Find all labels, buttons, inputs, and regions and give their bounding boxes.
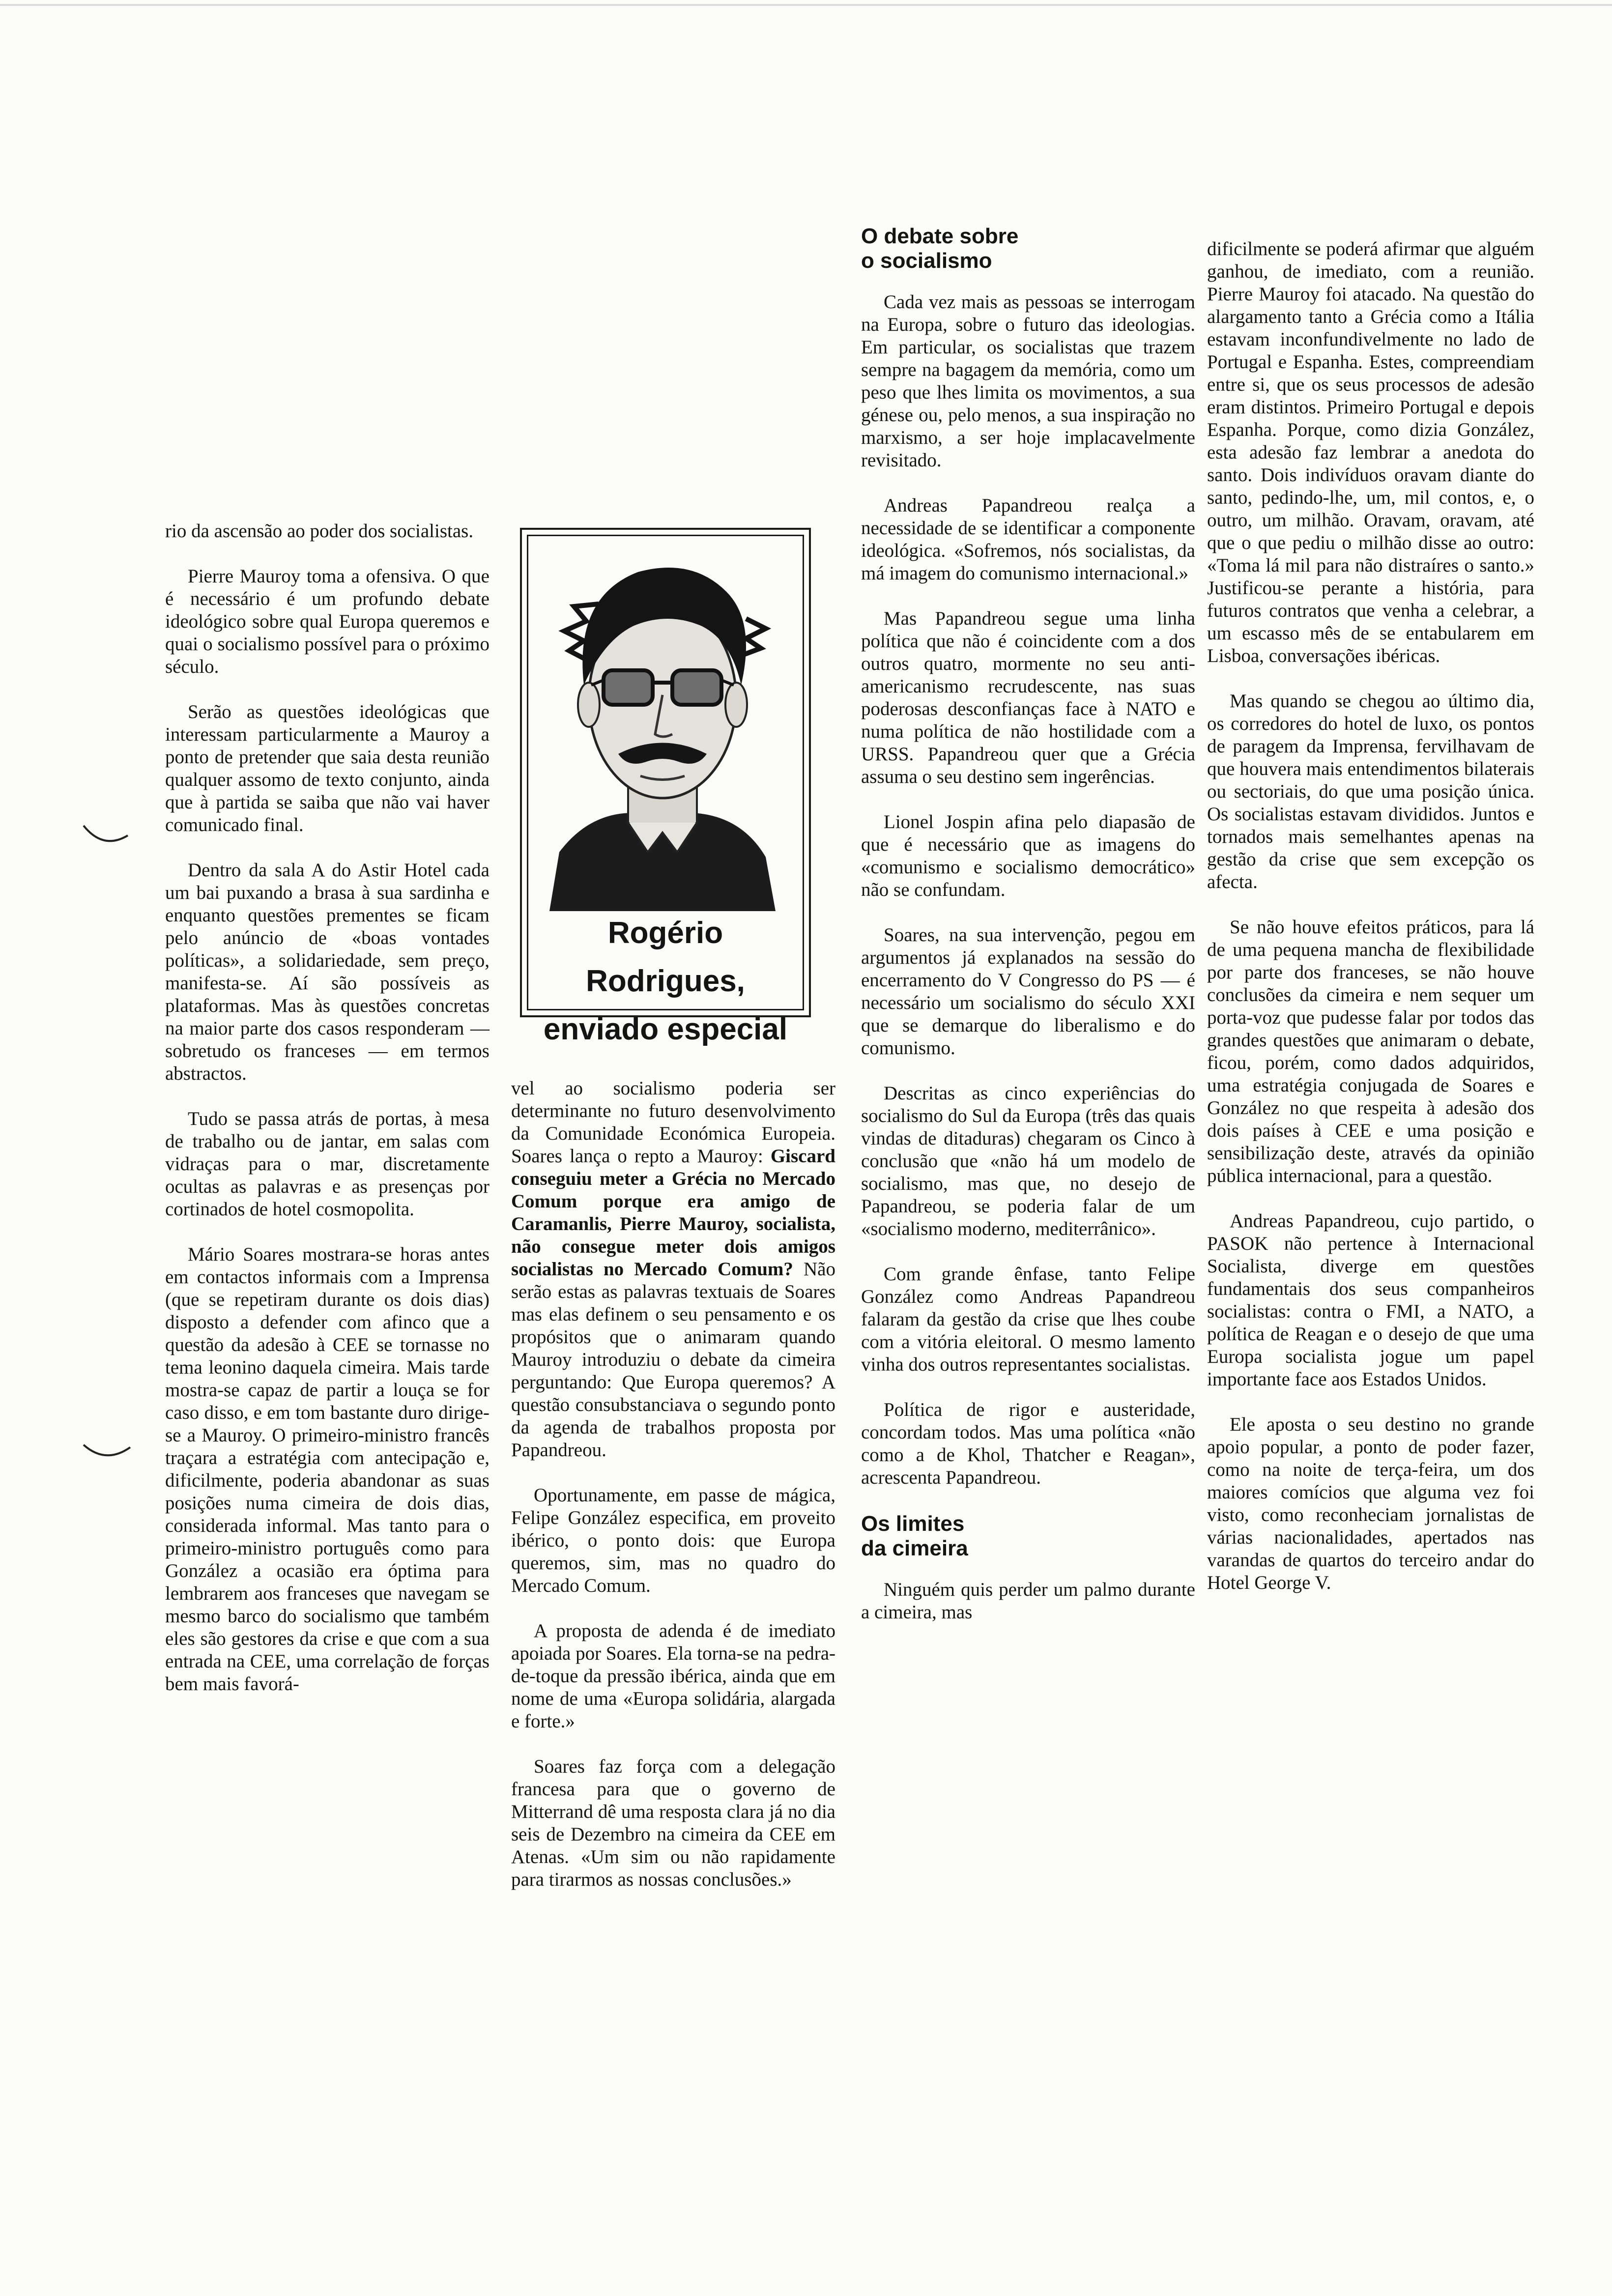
paragraph: Cada vez mais as pessoas se interrogam na Europa, sobre o futuro das ideologias. Em particular, os socialistas que trazem sempre na bagagem da memória, como um peso que lhes limita os movimentos, a sua génese ou, pelo menos, a sua inspiração no marxismo, a ser hoje implacavelmente revisitado. [861, 291, 1195, 471]
paragraph: Pierre Mauroy toma a ofensiva. O que é necessário é um profundo debate ideológico sobre qual Europa queremos e quai o socialismo possível para o próximo século. [165, 566, 489, 677]
paragraph: Lionel Jospin afina pelo diapasão de que é necessário que as imagens do «comunismo e socialismo democrático» não se confundam. [861, 811, 1195, 900]
paragraph: Dentro da sala A do Astir Hotel cada um bai puxando a brasa à sua sardinha e enquanto questões prementes se ficam pelo anúncio de «boas vontades políticas», a solidariedade, sem preço, manifesta-se. Aí são possíveis as plataformas. Mas às questões concretas na maior parte dos casos responderam — sobretudo os franceses — em termos abstractos. [165, 860, 489, 1084]
heading-line: Os limites [861, 1512, 965, 1536]
paragraph: Tudo se passa atrás de portas, à mesa de trabalho ou de jantar, em salas com vidraças para o mar, discretamente ocultas as palavras e as presenças por cortinados de hotel cosmopolita. [165, 1108, 489, 1220]
heading-line: O debate sobre [861, 224, 1019, 248]
paragraph: Descritas as cinco experiências do socialismo do Sul da Europa (três das quais vindas de ditaduras) chegaram os Cinco à conclusão que «não há um modelo de socialismo, mas que, no desejo de Papandreou, se poderia falar de um «socialismo moderno, mediterrânico». [861, 1083, 1195, 1239]
byline-box [520, 528, 811, 1046]
paragraph: Ele aposta o seu destino no grande apoio popular, a ponto de poder fazer, como na noite de terça-feira, um dos maiores comícios que alguma vez foi visto, como reconheciam jornalistas de várias nacionalidades, apertados nas varandas de quartos do terceiro andar do Hotel George V. [1207, 1414, 1534, 1593]
paragraph: Oportunamente, em passe de mágica, Felipe González especifica, em proveito ibérico, o ponto dois: que Europa queremos, sim, mas no quadro do Mercado Comum. [511, 1485, 835, 1596]
byline [530, 909, 801, 1054]
section-heading [861, 224, 1195, 273]
section-heading [861, 1512, 1195, 1561]
paragraph: dificilmente se poderá afirmar que alguém ganhou, de imediato, com a reunião. Pierre Mauroy foi atacado. Na questão do alargamento tanto a Grécia como a Itália estavam inconfundivelmente no lado de Portugal e Espanha. Estes, compreendiam entre si, que os seus processos de adesão eram distintos. Primeiro Portugal e depois Espanha. Porque, como dizia González, esta adesão faz lembrar a anedota do santo. Dois indivíduos oravam diante do santo, pedindo-lhe, um, mil contos, e, o outro, um milhão. Oravam, oravam, até que o que pediu o milhão disse ao outro: «Toma lá mil para não distraíres o santo.» Justificou-se perante a história, para futuros contratos que venha a celebrar, a um escasso mês de se entabularem em Lisboa, conversações ibéricas. [1207, 238, 1534, 666]
paragraph [511, 1077, 835, 1462]
scan-mark-icon [79, 1435, 138, 1474]
top-rule [0, 4, 1612, 6]
paragraph: Ninguém quis perder um palmo durante a cimeira, mas [861, 1579, 1195, 1623]
heading-line: da cimeira [861, 1536, 968, 1560]
heading-line: o socialismo [861, 249, 992, 273]
author-portrait-image [530, 538, 795, 911]
paragraph: Mário Soares mostrara-se horas antes em contactos informais com a Imprensa (que se repetiram durante os dois dias) disposto a defender com afinco que a questão da adesão à CEE se tornasse no tema leonino daquela cimeira. Mais tarde mostra-se capaz de partir a louça se for caso disso, e em tom bastante duro dirige-se a Mauroy. O primeiro-ministro francês traçara a estratégia com antecipação e, dificilmente, poderia abandonar as suas posições numa cimeira de dois dias, considerada informal. Mas tanto para o primeiro-ministro português como para González a ocasião era óptima para lembrarem aos franceses que navegam se mesmo barco do socialismo que também eles são gestores da crise e que com a sua entrada na CEE, uma correlação de forças bem mais favorá- [165, 1244, 489, 1694]
paragraph: Se não houve efeitos práticos, para lá de uma pequena mancha de flexibilidade por parte dos franceses, se não houve conclusões da cimeira e nem sequer um porta-voz que pudesse falar por todos das grandes questões que animaram o debate, ficou, porém, como dados adquiridos, uma estratégia conjugada de Soares e González no que respeita à adesão dos dois países à CEE e uma posição e sensibilização deste, através da opinião pública internacional, para a questão. [1207, 917, 1534, 1186]
bold-quote: Giscard conseguiu meter a Grécia no Mercado Comum porque era amigo de Caramanlis, Pierre Mauroy, socialista, não consegue meter dois amigos socialistas no Mercado Comum? [511, 1146, 835, 1280]
paragraph: Soares, na sua intervenção, pegou em argumentos já explanados na sessão do encerramento do V Congresso do PS — é necessário um socialismo do século XXI que se demarque do liberalismo e do comunismo. [861, 924, 1195, 1059]
column-4 [1207, 238, 1534, 1617]
paragraph: Andreas Papandreou, cujo partido, o PASOK não pertence à Internacional Socialista, diverge em questões fundamentais dos seus companheiros socialistas: contra o FMI, a NATO, a política de Reagan e o desejo de que uma Europa socialista jogue um papel importante face aos Estados Unidos. [1207, 1210, 1534, 1390]
paragraph: Andreas Papandreou realça a necessidade de se identificar a componente ideológica. «Sofremos, nós socialistas, da má imagem do comunismo internacional.» [861, 495, 1195, 584]
paragraph-text: Não serão estas as palavras textuais de Soares mas elas definem o seu pensamento e os propósitos que o animaram quando Mauroy introduziu o debate da cimeira perguntando: Que Europa queremos? A questão consubstanciava o segundo ponto da agenda de trabalhos proposta por Papandreou. [511, 1259, 835, 1461]
paragraph: A proposta de adenda é de imediato apoiada por Soares. Ela torna-se na pedra-de-toque da pressão ibérica, ainda que em nome de uma «Europa solidária, alargada e forte.» [511, 1620, 835, 1732]
paragraph-text: vel ao socialismo poderia ser determinante no futuro desenvolvimento da Comunidade Económica Europeia. Soares lança o repto a Mauroy: [511, 1078, 835, 1167]
paragraph: Soares faz força com a delegação francesa para que o governo de Mitterrand dê uma resposta clara já no dia seis de Dezembro na cimeira da CEE em Atenas. «Um sim ou não rapidamente para tirarmos as nossas conclusões.» [511, 1756, 835, 1890]
paragraph: Mas quando se chegou ao último dia, os corredores do hotel de luxo, os pontos de paragem da Imprensa, fervilhavam de que houvera mais entendimentos bilaterais ou sectoriais, do que uma posição única. Os socialistas estavam divididos. Juntos e tornados mais semelhantes apenas na gestão da crise que sem excepção os afecta. [1207, 690, 1534, 892]
paragraph: Com grande ênfase, tanto Felipe González como Andreas Papandreou falaram da gestão da crise que lhes coube com a vitória eleitoral. O mesmo lamento vinha dos outros representantes socialistas. [861, 1263, 1195, 1375]
paragraph: Mas Papandreou segue uma linha política que não é coincidente com a dos outros quatro, mormente no seu anti-americanismo recrudescente, nas suas poderosas desconfianças face à NATO e numa política de não hostilidade com a URSS. Papandreou quer que a Grécia assuma o seu destino sem ingerências. [861, 608, 1195, 787]
paragraph: rio da ascensão ao poder dos socialistas. [165, 520, 474, 542]
column-2 [511, 1077, 835, 1914]
column-3 [861, 224, 1195, 1646]
byline-author-name: Rogério Rodrigues, [586, 916, 745, 998]
column-1 [165, 520, 489, 1718]
scan-mark-icon [79, 816, 138, 855]
byline-role: enviado especial [543, 1012, 788, 1046]
paragraph: Serão as questões ideológicas que interessam particularmente a Mauroy a ponto de pretender que saia desta reunião qualquer assomo de texto conjunto, ainda que à partida se saiba que não vai haver comunicado final. [165, 701, 489, 835]
paragraph: Política de rigor e austeridade, concordam todos. Mas uma política «não como a de Khol, Thatcher e Reagan», acrescenta Papandreou. [861, 1399, 1195, 1488]
